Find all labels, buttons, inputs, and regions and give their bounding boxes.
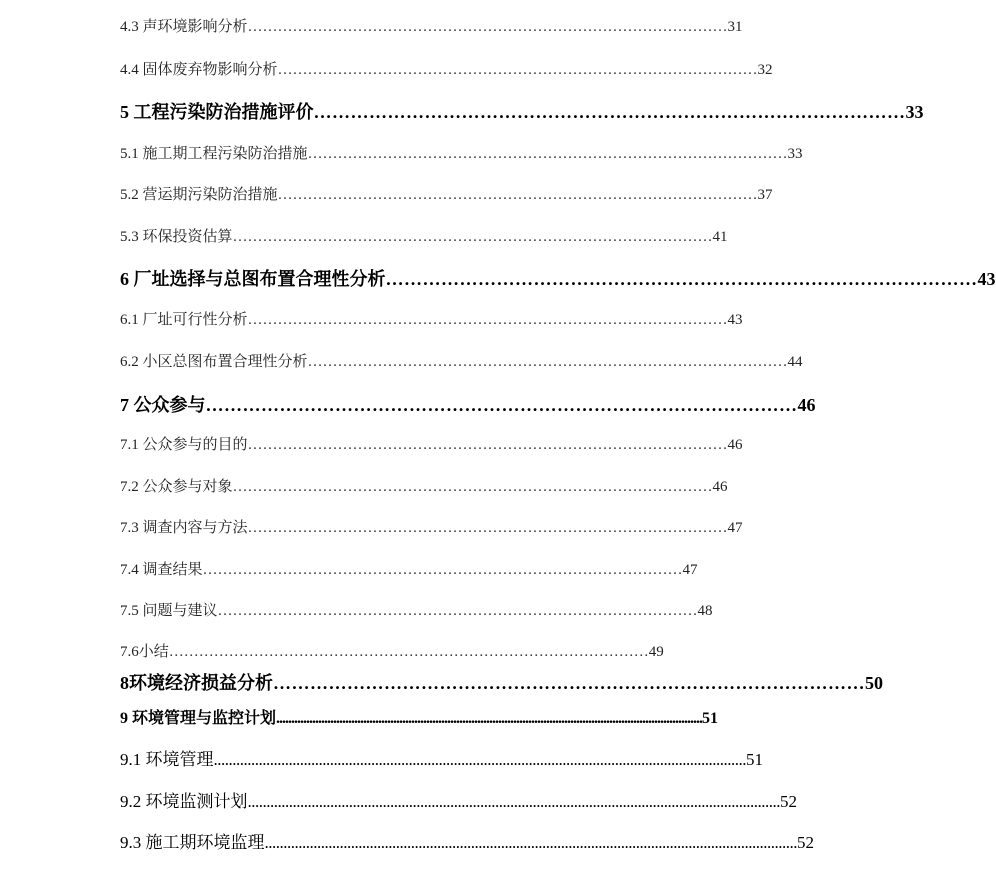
toc-entry-page: 46	[797, 395, 816, 415]
toc-entry[interactable]	[120, 599, 713, 620]
toc-entry[interactable]	[120, 787, 797, 812]
toc-entry-title: 8环境经济损益分析	[120, 673, 273, 693]
toc-entry-page: 50	[865, 673, 883, 693]
toc-entry-page: 52	[780, 792, 797, 811]
toc-entry-title: 6 厂址选择与总图布置合理性分析	[120, 269, 386, 289]
toc-chapter-entry[interactable]	[120, 669, 883, 695]
dot-leader: ..............................................................................................................................................	[276, 710, 703, 727]
toc-entry-page: 43	[727, 312, 743, 328]
toc-entry-page: 51	[746, 750, 763, 769]
toc-entry-page: 44	[787, 354, 803, 370]
toc-entry[interactable]	[120, 15, 743, 36]
toc-entry-title: 5.2 营运期污染防治措施	[120, 187, 278, 203]
toc-entry-title: 6.2 小区总图布置合理性分析	[120, 354, 308, 370]
toc-entry-title: 4.3 声环境影响分析	[120, 19, 248, 35]
toc-entry-page: 49	[648, 644, 664, 660]
toc-entry-page: 37	[757, 187, 773, 203]
toc-chapter-entry[interactable]	[120, 98, 924, 124]
dot-leader: ……………………………………………………………………………………	[247, 520, 728, 536]
dot-leader: ……………………………………………………………………………………	[247, 437, 728, 453]
dot-leader: ……………………………………………………………………………………	[205, 395, 798, 415]
dot-leader: ……………………………………………………………………………………	[202, 562, 683, 578]
toc-entry-title: 7.6小结	[120, 644, 169, 660]
toc-entry-title: 5.1 施工期工程污染防治措施	[120, 146, 308, 162]
toc-entry-page: 51	[702, 710, 719, 727]
dot-leader: ……………………………………………………………………………………	[168, 644, 649, 660]
dot-leader: ……………………………………………………………………………………	[307, 354, 788, 370]
toc-entry-title: 6.1 厂址可行性分析	[120, 312, 248, 328]
dot-leader: ……………………………………………………………………………………	[307, 146, 788, 162]
toc-entry[interactable]	[120, 308, 743, 329]
toc-entry[interactable]	[120, 745, 763, 770]
toc-entry-page: 48	[697, 603, 713, 619]
toc-entry-page: 47	[682, 562, 698, 578]
toc-entry[interactable]	[120, 640, 664, 661]
toc-entry[interactable]	[120, 516, 743, 537]
toc-entry-title: 7.5 问题与建议	[120, 603, 218, 619]
toc-entry-page: 52	[797, 833, 814, 852]
dot-leader: ..............................................................................................................................................	[213, 750, 746, 769]
toc-entry-page: 32	[757, 62, 773, 78]
toc-entry[interactable]	[120, 828, 814, 853]
toc-entry[interactable]	[120, 350, 803, 371]
toc-entry[interactable]	[120, 433, 743, 454]
dot-leader: ……………………………………………………………………………………	[273, 673, 865, 693]
toc-entry-title: 5.3 环保投资估算	[120, 229, 233, 245]
toc-entry-page: 31	[727, 19, 743, 35]
dot-leader: ……………………………………………………………………………………	[277, 62, 758, 78]
dot-leader: ……………………………………………………………………………………	[247, 312, 728, 328]
toc-entry[interactable]	[120, 475, 728, 496]
dot-leader: ……………………………………………………………………………………	[247, 19, 728, 35]
toc-entry[interactable]	[120, 142, 803, 163]
toc-entry-title: 9 环境管理与监控计划	[120, 710, 277, 727]
toc-entry-page: 46	[727, 437, 743, 453]
toc-entry-page: 33	[905, 102, 924, 122]
toc-entry-title: 7.1 公众参与的目的	[120, 437, 248, 453]
dot-leader: ……………………………………………………………………………………	[385, 269, 978, 289]
toc-entry-title: 7.3 调查内容与方法	[120, 520, 248, 536]
toc-chapter-entry[interactable]	[120, 265, 996, 291]
toc-entry[interactable]	[120, 58, 773, 79]
toc-entry-page: 41	[712, 229, 728, 245]
dot-leader: ……………………………………………………………………………………	[232, 229, 713, 245]
toc-entry-title: 4.4 固体废弃物影响分析	[120, 62, 278, 78]
dot-leader: ……………………………………………………………………………………	[277, 187, 758, 203]
toc-entry-title: 5 工程污染防治措施评价	[120, 102, 314, 122]
toc-entry[interactable]	[120, 183, 773, 204]
toc-entry-title: 9.3 施工期环境监理	[120, 833, 265, 852]
toc-chapter-entry[interactable]	[120, 391, 816, 417]
toc-entry-title: 7.4 调查结果	[120, 562, 203, 578]
toc-entry[interactable]	[120, 225, 728, 246]
dot-leader: ..............................................................................................................................................	[247, 792, 780, 811]
toc-entry-page: 47	[727, 520, 743, 536]
toc-entry-title: 7.2 公众参与对象	[120, 479, 233, 495]
dot-leader: ……………………………………………………………………………………	[217, 603, 698, 619]
toc-entry-page: 33	[787, 146, 803, 162]
toc-entry-title: 9.2 环境监测计划	[120, 792, 248, 811]
toc-entry[interactable]	[120, 558, 698, 579]
toc-entry-page: 43	[977, 269, 996, 289]
toc-chapter-entry[interactable]	[120, 705, 719, 728]
toc-entry-page: 46	[712, 479, 728, 495]
toc-entry-title: 7 公众参与	[120, 395, 206, 415]
toc-entry-title: 9.1 环境管理	[120, 750, 214, 769]
dot-leader: ..............................................................................................................................................	[264, 833, 797, 852]
dot-leader: ……………………………………………………………………………………	[313, 102, 906, 122]
dot-leader: ……………………………………………………………………………………	[232, 479, 713, 495]
